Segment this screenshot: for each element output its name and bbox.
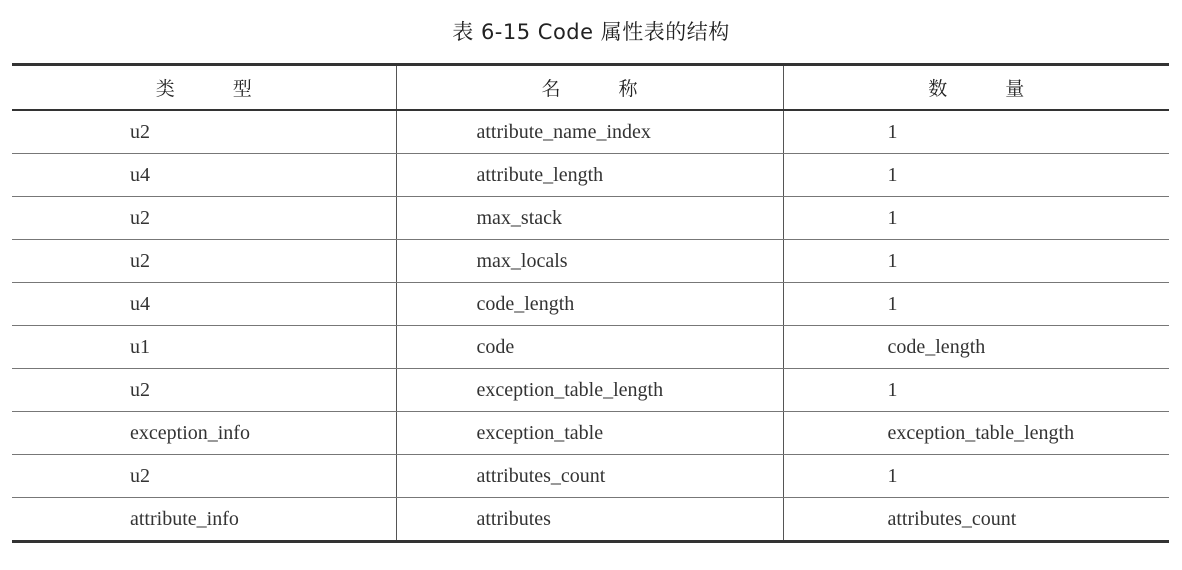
header-name: 名 称 — [396, 65, 783, 111]
table-header-row — [12, 65, 1169, 111]
cell-name: max_stack — [396, 197, 783, 240]
cell-type: u4 — [12, 154, 396, 197]
table-row — [12, 154, 1169, 197]
cell-quantity: 1 — [783, 369, 1169, 412]
cell-quantity: 1 — [783, 154, 1169, 197]
table-row — [12, 326, 1169, 369]
cell-quantity: 1 — [783, 240, 1169, 283]
cell-quantity: 1 — [783, 110, 1169, 154]
code-attribute-table — [12, 63, 1169, 543]
table-row — [12, 498, 1169, 542]
cell-type: u2 — [12, 197, 396, 240]
cell-type: exception_info — [12, 412, 396, 455]
cell-name: code — [396, 326, 783, 369]
cell-type: u4 — [12, 283, 396, 326]
table-row — [12, 110, 1169, 154]
cell-quantity: 1 — [783, 455, 1169, 498]
cell-name: attributes — [396, 498, 783, 542]
cell-name: max_locals — [396, 240, 783, 283]
cell-name: exception_table — [396, 412, 783, 455]
cell-name: exception_table_length — [396, 369, 783, 412]
table-row — [12, 369, 1169, 412]
cell-type: u1 — [12, 326, 396, 369]
cell-name: code_length — [396, 283, 783, 326]
table-row — [12, 412, 1169, 455]
table-row — [12, 197, 1169, 240]
cell-type: u2 — [12, 369, 396, 412]
header-type: 类 型 — [12, 65, 396, 111]
cell-type: u2 — [12, 110, 396, 154]
cell-quantity: exception_table_length — [783, 412, 1169, 455]
cell-name: attribute_length — [396, 154, 783, 197]
cell-quantity: code_length — [783, 326, 1169, 369]
cell-name: attribute_name_index — [396, 110, 783, 154]
table-caption: 表 6-15 Code 属性表的结构 — [452, 20, 730, 44]
cell-quantity: 1 — [783, 197, 1169, 240]
cell-type: u2 — [12, 240, 396, 283]
header-quantity: 数 量 — [783, 65, 1169, 111]
cell-type: attribute_info — [12, 498, 396, 542]
table-row — [12, 240, 1169, 283]
cell-name: attributes_count — [396, 455, 783, 498]
table-row — [12, 455, 1169, 498]
cell-type: u2 — [12, 455, 396, 498]
cell-quantity: 1 — [783, 283, 1169, 326]
cell-quantity: attributes_count — [887, 507, 1017, 530]
table-row — [12, 283, 1169, 326]
